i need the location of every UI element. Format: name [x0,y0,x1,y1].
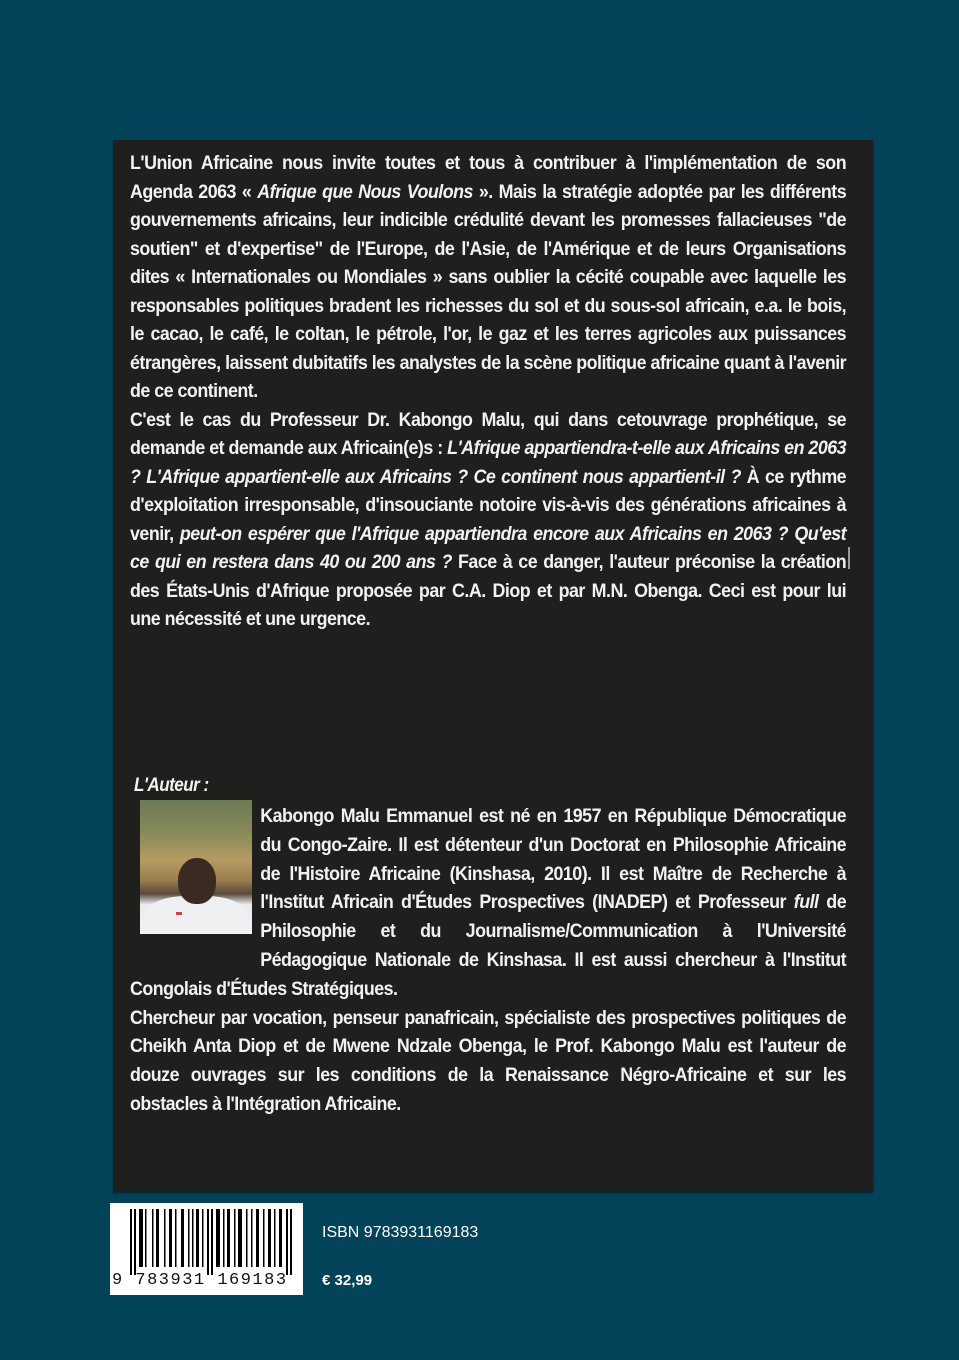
blurb-paragraph-2: C'est le cas du Professeur Dr. Kabongo Malu, qui dans cetouvrage prophétique, se demande et demande aux Africain(e)s : L'Afrique appartiendra-t-elle aux Africains en 2063 ? L'Afrique appartient-elle aux Africains ? Ce continent nous appartient-il ? À ce rythme d'exploitation irresponsable, d'insouciante notoire vis-à-vis des générations africaines à venir, peut-on espérer que l'Afrique appartiendra encore aux Africains en 2063 ? Qu'est ce qui en restera dans 40 ou 200 ans ? Face à ce danger, l'auteur préconise la création des États-Unis d'Afrique proposée par C.A. Diop et par M.N. Obenga. Ceci est pour lui une nécessité et une urgence. [130,409,847,630]
photo-shirt-logo [176,912,182,915]
price-label: € 32,99 [322,1272,373,1289]
barcode-bars-icon [130,1209,292,1275]
blurb-text [130,150,846,635]
isbn-number: ISBN 9783931169183 [322,1224,479,1241]
author-photo [140,800,252,934]
barcode [110,1203,303,1295]
barcode-digits: 9 783931 169183 [112,1271,288,1290]
bio-paragraph-2: Chercheur par vocation, penseur panafricain, spécialiste des prospectives politiques de Cheikh Anta Diop et de Mwene Ndzale Obenga, le Prof. Kabongo Malu est l'auteur de douze ouvrages sur les conditions de la Renaissance Négro-Africaine et sur les obstacles à l'Intégration Africaine. [130,1007,847,1115]
etats-unis-highlight: États-Unis d'Afrique [166,580,330,602]
agenda-title: Afrique que Nous Voulons [257,181,473,203]
text-cursor [848,547,850,569]
blurb-paragraph-1: L'Union Africaine nous invite toutes et tous à contribuer à l'implémentation de son Agenda 2063 « Afrique que Nous Voulons ». Mais la stratégie adoptée par les différents gouvernements africains, leur indicible crédulité devant les promesses fallacieuses "de soutien" et d'expertise" de l'Europe, de l'Asie, de l'Amérique et de leurs Organisations dites « Internationales ou Mondiales » sans oublier la cécité coupable avec laquelle les responsables politiques bradent les richesses du sol et du sous-sol africain, e.a. le bois, le cacao, le café, le coltan, le pétrole, l'or, le gaz et les terres agricoles aux puissances étrangères, laissent dubitatifs les analystes de la scène politique africaine quant à l'avenir de ce continent. [130,153,847,402]
bio-paragraph-1: Kabongo Malu Emmanuel est né en 1957 en République Démocratique du Congo-Zaire. Il est détenteur d'un Doctorat en Philosophie Africaine de l'Histoire Africaine (Kinshasa, 2010). Il est Maître de Recherche à l'Institut Africain d'Études Prospectives (INADEP) et Professeur full de Philosophie et du Journalisme/Communication à l'Université Pédagogique Nationale de Kinshasa. Il est aussi chercheur à l'Institut Congolais d'Études Stratégiques. [130,806,847,1000]
author-heading: L'Auteur : [134,775,209,796]
photo-head [178,858,216,904]
